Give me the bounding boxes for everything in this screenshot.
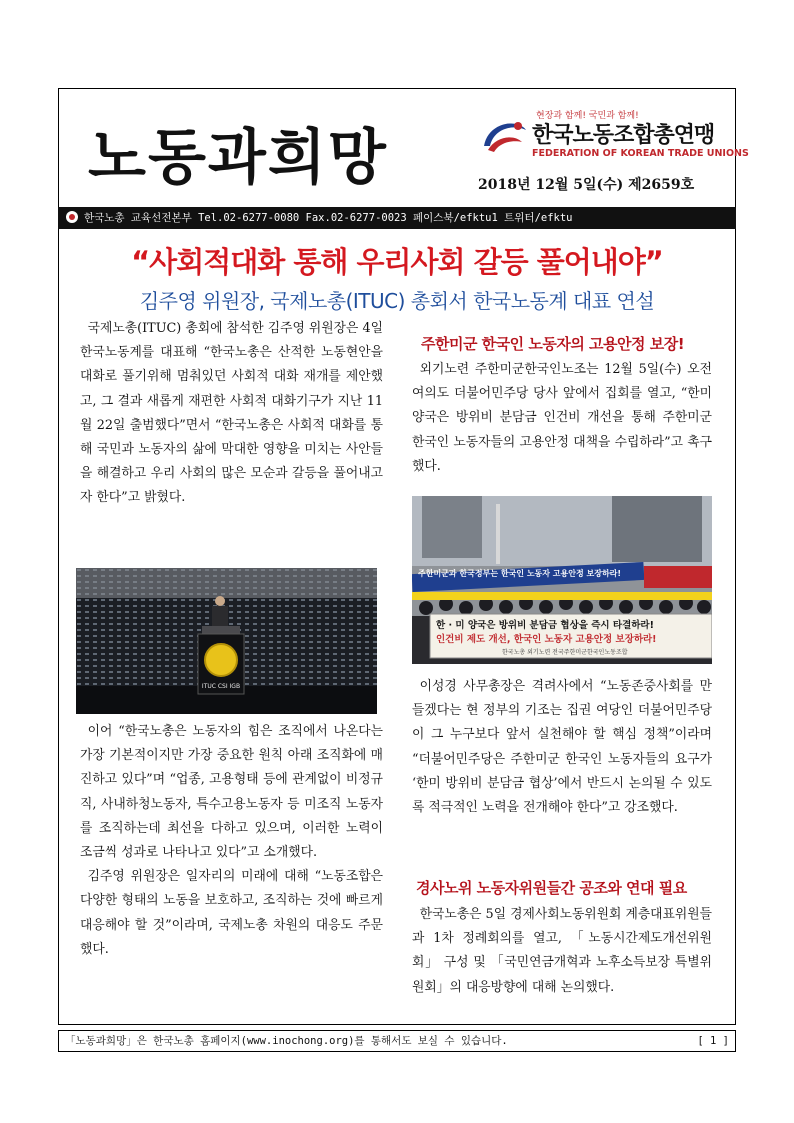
- article-paragraph: 한국노총은 5일 경제사회노동위원회 계층대표위원들과 1차 정례회의를 열고, 「노동시간제도개선위원회」 구성 및 「국민연금개혁과 노후소득보장 특별위원회」의 대응방향에 대해 논의했다.: [412, 907, 712, 995]
- page-number: [ 1 ]: [697, 1035, 729, 1047]
- left-article-intro: [80, 317, 383, 511]
- section-title-esdc-workers: 경사노위 노동자위원들간 공조와 연대 필요: [416, 879, 687, 897]
- rally-banner-line-1: 한 · 미 양국은 방위비 분담금 협상을 즉시 타결하라!: [436, 620, 654, 631]
- article-paragraph: 김주영 위원장은 일자리의 미래에 대해 “노동조합은 다양한 형태의 노동을 보호하고, 조직하는 것에 빠르게 대응해야 할 것”이라며, 국제노총 차원의 대응도 주문했다.: [80, 869, 383, 957]
- rally-photo: [412, 496, 712, 664]
- masthead: [58, 88, 749, 206]
- contact-text: 한국노총 교육선전본부 Tel.02-6277-0080 Fax.02-6277-0023 페이스북/efktu1 트위터/efktu: [84, 212, 573, 224]
- ituc-stage-illustration: [76, 568, 377, 714]
- org-name-korean: 한국노동조합총연맹: [532, 123, 715, 148]
- right-article-intro: [412, 358, 712, 479]
- podium-sign: ITUC CSI IGB: [201, 683, 241, 690]
- rally-banner-caption: 한국노총 외기노련 전국주한미군한국인노동조합: [502, 649, 628, 656]
- right-article-body: [412, 675, 712, 820]
- section-title-usfk-workers: 주한미군 한국인 노동자의 고용안정 보장!: [421, 335, 685, 353]
- fktu-mini-logo-icon: [66, 211, 78, 223]
- left-article-body: [80, 720, 383, 962]
- newspaper-title: 노동과희망: [88, 123, 388, 193]
- footer-bar: [58, 1030, 736, 1052]
- org-name-english: FEDERATION OF KOREAN TRADE UNIONS: [532, 148, 749, 159]
- fktu-logo-icon: [478, 116, 530, 156]
- main-headline: “사회적대화 통해 우리사회 갈등 풀어내야”: [131, 245, 663, 279]
- right-article-esdc: [412, 903, 712, 1000]
- rally-banner-line-2: 인건비 제도 개선, 한국인 노동자 고용안정 보장하라!: [436, 634, 657, 645]
- article-paragraph: 이성경 사무총장은 격려사에서 “노동존중사회를 만들겠다는 현 정부의 기조는 집권 여당인 더불어민주당이 그 누구보다 앞서 실천해야 할 핵심 정책”이라며 “더불어민주당은 주한미군 한국인 노동자들의 요구가 ‘한미 방위비 분담금 협상’에서 반드시 논의될 수 있도록 적극적인 노력을 전개해야 한다”고 강조했다.: [412, 679, 712, 816]
- contact-bar: [58, 207, 736, 229]
- main-subheadline: 김주영 위원장, 국제노총(ITUC) 총회서 한국노동계 대표 연설: [139, 289, 655, 313]
- ituc-congress-photo: [76, 568, 377, 714]
- article-paragraph: 이어 “한국노총은 노동자의 힘은 조직에서 나온다는 가장 기본적이지만 가장 중요한 원칙 아래 조직화에 매진하고 있다”며 “업종, 고용형태 등에 관계없이 비정규직, 사내하청노동자, 특수고용노동자 등 미조직 노동자를 조직하는데 최선을 다하고 있으며, 이러한 노력이 조금씩 성과로 나타나고 있다”고 소개했다.: [80, 724, 383, 861]
- article-paragraph: 외기노련 주한미군한국인노조는 12월 5일(수) 오전 여의도 더불어민주당 당사 앞에서 집회를 열고, “한미 양국은 방위비 분담금 인건비 개선을 통해 주한미군 한국인 노동자들의 고용안정 대책을 수립하라”고 촉구했다.: [412, 362, 712, 474]
- org-slogan: 현장과 함께! 국민과 함께!: [536, 111, 639, 121]
- article-paragraph: 국제노총(ITUC) 총회에 참석한 김주영 위원장은 4일 한국노동계를 대표해 “한국노총은 산적한 노동현안을 대화로 풀기위해 멈춰있던 사회적 대화 재개를 제안했고, 그 결과 새롭게 재편한 사회적 대화기구가 지난 11월 22일 출범했다”면서 “한국노총은 사회적 대화를 통해 국민과 노동자의 삶에 막대한 영향을 미치는 사안들을 해결하고 우리 사회의 많은 모순과 갈등을 풀어내고자 한다”고 밝혔다.: [80, 321, 383, 506]
- footer-notice: 「노동과희망」은 한국노총 홈페이지(www.inochong.org)를 통해서도 보실 수 있습니다.: [65, 1035, 508, 1047]
- issue-date: 2018년 12월 5일(수) 제2659호: [478, 177, 695, 193]
- rally-banner-top: 주한미군과 한국정부는 한국인 노동자 고용안정 보장하라!: [418, 569, 622, 578]
